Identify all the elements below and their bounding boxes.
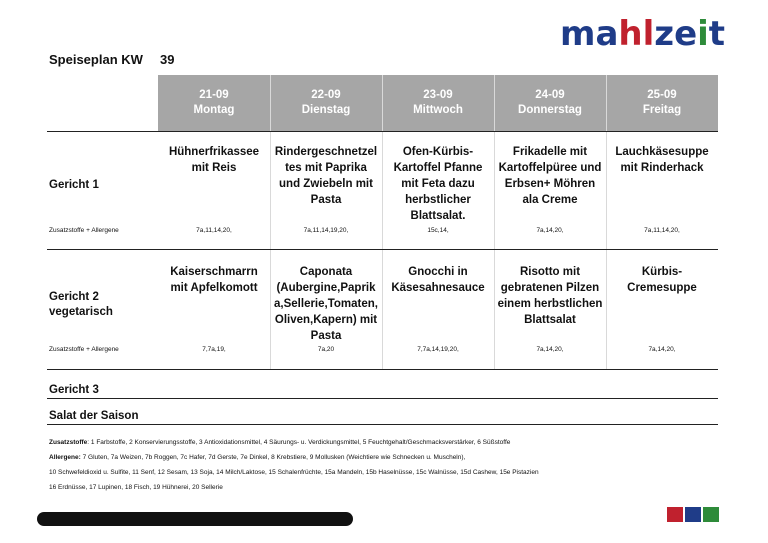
dish-line: Pasta <box>310 330 342 342</box>
dish-line: Kaiserschmarrn <box>170 266 258 278</box>
dish-line: Ofen-Kürbis- <box>402 146 474 158</box>
dish-line: ala Creme <box>522 194 578 206</box>
allergen-codes: 7a,11,14,19,20, <box>303 227 349 234</box>
dish-cell <box>495 144 605 208</box>
week-number: 39 <box>160 52 175 67</box>
dish-line: mit Feta dazu <box>401 178 475 190</box>
brand-logo <box>560 14 725 54</box>
day-name: Dienstag <box>301 104 351 116</box>
legend-line-4: 16 Erdnüsse, 17 Lupinen, 18 Fisch, 19 Hühnerei, 20 Sellerie <box>49 484 223 491</box>
page-title: Speiseplan KW <box>49 52 143 67</box>
allergen-codes: 7,7a,14,19,20, <box>417 346 459 353</box>
dish-cell <box>607 144 717 176</box>
day-date: 21-09 <box>199 89 229 101</box>
legend-line-3: 10 Schwefeldioxid u. Sulfite, 11 Senf, 12 Sesam, 13 Soja, 14 Milch/Laktose, 15 Schalenfrüchte, 15a Mandeln, 15b Haselnüsse, 15c Walnüsse, 15d Cashew, 15e Pistazien <box>49 469 539 476</box>
dish-line: (Aubergine,Paprik <box>276 282 376 294</box>
color-square-blue <box>685 507 701 522</box>
dish-cell <box>495 264 605 328</box>
day-date: 25-09 <box>647 89 677 101</box>
dish-line: mit Rinderhack <box>620 162 704 174</box>
codes-label: Zusatzstoffe + Allergene <box>49 227 119 234</box>
day-date: 23-09 <box>423 89 453 101</box>
dish-cell <box>383 264 493 296</box>
row-divider <box>47 249 718 250</box>
allergen-codes: 15c,14, <box>427 227 449 234</box>
dish-line: a,Sellerie,Tomaten, <box>274 298 378 310</box>
logo-letter: m <box>560 14 596 54</box>
dish-line: Kartoffelpüree und <box>498 162 602 174</box>
dish-line: Käsesahnesauce <box>391 282 485 294</box>
dish-cell <box>607 264 717 296</box>
logo-letter: i <box>697 14 709 54</box>
allergen-codes: 7,7a,19, <box>202 346 226 353</box>
dish-line: Cremesuppe <box>627 282 697 294</box>
dish-line: mit Reis <box>191 162 237 174</box>
day-header <box>383 75 493 131</box>
day-date: 22-09 <box>311 89 341 101</box>
dish-line: Hühnerfrikassee <box>168 146 260 158</box>
row-label-gericht-1: Gericht 1 <box>49 179 99 191</box>
dish-cell <box>383 144 493 224</box>
allergen-codes: 7a,20 <box>317 346 335 353</box>
day-header <box>495 75 605 131</box>
dish-line: Blattsalat. <box>410 210 466 222</box>
day-header <box>607 75 717 131</box>
dish-line: Blattsalat <box>524 314 576 326</box>
dish-line: Caponata <box>299 266 353 278</box>
dish-line: Kürbis- <box>641 266 683 278</box>
codes-label: Zusatzstoffe + Allergene <box>49 346 119 353</box>
allergen-codes: 7a,14,20, <box>648 346 676 353</box>
dish-line: tes mit Paprika <box>285 162 367 174</box>
dish-cell <box>271 144 381 208</box>
legend-allergene: Allergene: 7 Gluten, 7a Weizen, 7b Roggen, 7c Hafer, 7d Gerste, 7e Dinkel, 8 Krebstiere, 9 Mollusken (Weichtiere wie Schnecken u. Muscheln), <box>49 454 466 461</box>
dish-line: und Zwiebeln mit <box>279 178 373 190</box>
row-divider <box>47 131 718 132</box>
dish-line: mit Apfelkomott <box>170 282 258 294</box>
day-date: 24-09 <box>535 89 565 101</box>
dish-cell <box>159 144 269 176</box>
day-header <box>159 75 269 131</box>
column-divider <box>606 75 607 370</box>
row-divider <box>47 424 718 425</box>
day-name: Mittwoch <box>413 104 463 116</box>
dish-line: Gnocchi in <box>408 266 468 278</box>
redaction-bar <box>37 512 353 526</box>
day-name: Donnerstag <box>518 104 582 116</box>
dish-cell <box>271 264 381 344</box>
dish-line: Kartoffel Pfanne <box>393 162 483 174</box>
dish-line: gebratenen Pilzen <box>500 282 600 294</box>
logo-letter: e <box>674 14 698 54</box>
logo-letter: a <box>595 14 619 54</box>
dish-line: Erbsen+ Möhren <box>504 178 596 190</box>
logo-letter: t <box>708 14 726 54</box>
day-name: Montag <box>193 104 235 116</box>
row-divider <box>47 369 718 370</box>
row-label-gericht-2: Gericht 2 vegetarisch <box>49 291 113 318</box>
allergen-codes: 7a,11,14,20, <box>644 227 680 234</box>
dish-cell <box>159 264 269 296</box>
allergen-codes: 7a,14,20, <box>536 227 564 234</box>
legend-zusatzstoffe: Zusatzstoffe: 1 Farbstoffe, 2 Konservierungsstoffe, 3 Antioxidationsmittel, 4 Säurungs- u. Verdickungsmittel, 5 Feuchtgehalt/Geschmacksverstärker, 6 Süßstoffe <box>49 439 511 446</box>
dish-line: Oliven,Kapern) mit <box>274 314 378 326</box>
dish-line: Risotto mit <box>519 266 581 278</box>
dish-line: Pasta <box>310 194 342 206</box>
dish-line: Rindergeschnetzel <box>274 146 378 158</box>
row-label-salat: Salat der Saison <box>49 410 139 422</box>
color-square-green <box>703 507 719 522</box>
logo-letter: h <box>618 14 643 54</box>
color-square-red <box>667 507 683 522</box>
allergen-codes: 7a,14,20, <box>536 346 564 353</box>
allergen-codes: 7a,11,14,20, <box>196 227 232 234</box>
logo-letter: z <box>654 14 675 54</box>
day-name: Freitag <box>642 104 682 116</box>
row-divider <box>47 398 718 399</box>
dish-line: herbstlicher <box>405 194 471 206</box>
dish-line: einem herbstlichen <box>497 298 603 310</box>
row-label-gericht-3: Gericht 3 <box>49 384 99 396</box>
logo-letter: l <box>642 14 655 54</box>
day-header <box>271 75 381 131</box>
dish-line: Frikadelle mit <box>512 146 588 158</box>
dish-line: Lauchkäsesuppe <box>615 146 709 158</box>
